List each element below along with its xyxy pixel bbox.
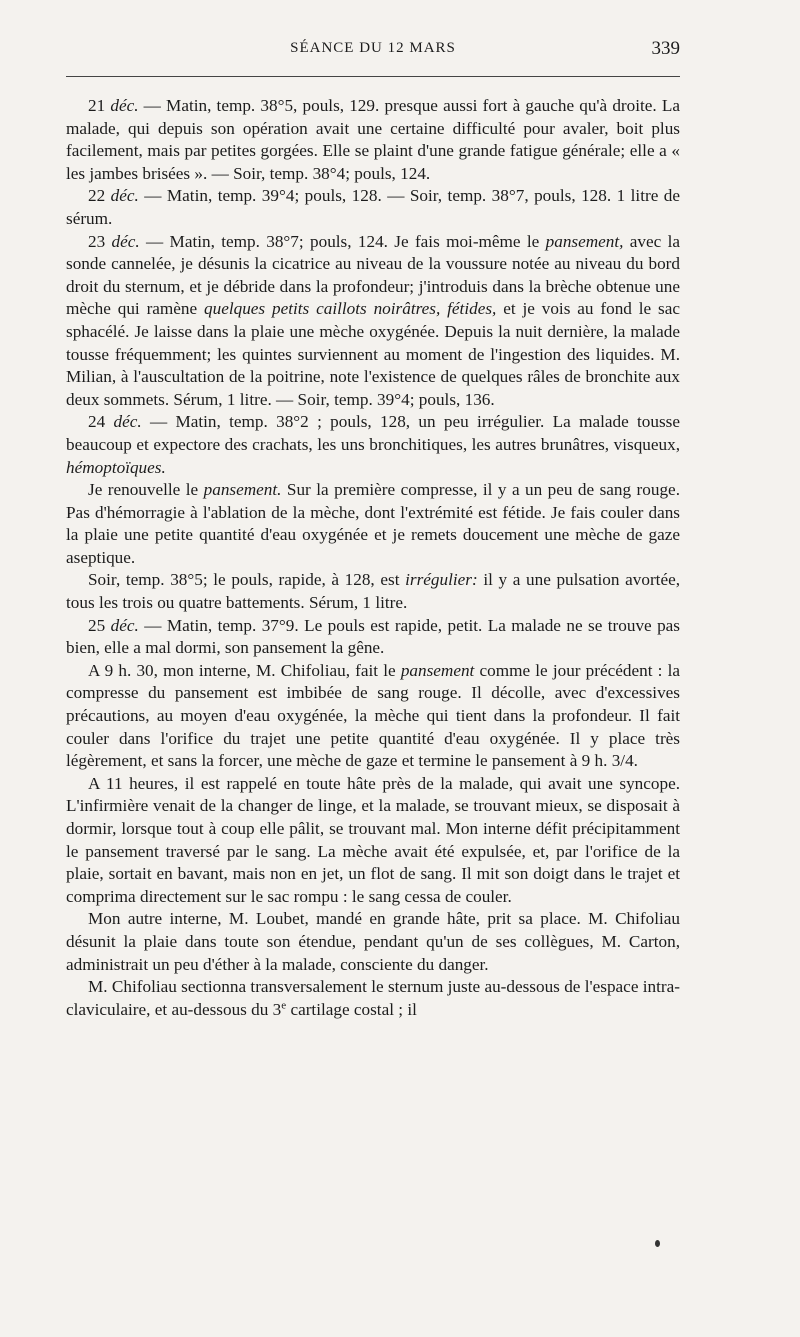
italic-text: hémoptoïques. (66, 457, 166, 477)
paragraph (66, 976, 680, 1021)
text-run: Je renouvelle le (88, 480, 204, 500)
text-run: Mon autre interne, M. Loubet, mandé en grande hâte, prit sa place. M. Chifoliau désunit la plaie dans toute son étendue, pendant qu'un de ses collègues, M. Carton, administrait un peu d'éther à la malade, consciente du danger. (66, 909, 680, 974)
paragraph (66, 231, 680, 412)
text-run: — Matin, temp. 39°4; pouls, 128. — Soir, temp. 38°7, pouls, 128. 1 litre de sérum. (66, 186, 680, 228)
text-run: M. Chifoliau sectionna transversalement le sternum juste au-dessous de l'espace intra-claviculaire, et au-dessous du 3 (66, 977, 680, 1019)
text-run: — Matin, temp. 38°5, pouls, 129. presque aussi fort à gauche qu'à droite. La malade, qui depuis son opération avait une certaine difficulté pour avaler, boit plus facilement, mais par petites gorgées. Elle se plaint d'une grande fatigue générale; elle a « les jambes brisées ». — Soir, temp. 38°4; pouls, 124. (66, 96, 681, 183)
text-run: 25 (88, 615, 111, 635)
text-run: 22 (88, 186, 111, 206)
italic-text: déc. (110, 186, 139, 206)
text-run: Soir, temp. 38°5; le pouls, rapide, à 128, est (88, 570, 406, 590)
ink-speck (655, 1240, 660, 1247)
italic-text: déc. (113, 412, 142, 432)
text-run: cartilage costal ; il (286, 999, 417, 1019)
paragraph (66, 479, 680, 569)
paragraph (66, 569, 680, 614)
paragraph (66, 773, 680, 909)
paragraph (66, 615, 680, 660)
text-run: 23 (88, 231, 112, 251)
italic-text: irrégulier: (405, 570, 478, 590)
paragraph (66, 908, 680, 976)
running-head (66, 38, 680, 68)
text-run: et je vois au fond le sac sphacélé. Je laisse dans la plaie une mèche oxygénée. Depuis la nuit dernière, la malade tousse fréquemment; les quintes surviennent au moment de l'ingestion des liquides. M. Milian, à l'auscultation de la poitrine, note l'existence de quelques râles de bronchite aux deux sommets. Sérum, 1 litre. — Soir, temp. 39°4; pouls, 136. (66, 299, 680, 409)
text-run: Sur la première compresse, il y a un peu de sang rouge. Pas d'hémorragie à l'ablation de la mèche, dont l'extrémité est fétide. Je fais couler dans la plaie une petite quantité d'eau oxygénée et je remets doucement une mèche de gaze aseptique. (66, 480, 680, 567)
italic-text: pansement (400, 660, 475, 680)
text-run: comme le jour précédent : la compresse du pansement est imbibée de sang rouge. Il décolle, avec d'excessives précautions, au moyen d'eau oxygénée, la mèche qui tient dans la profondeur. Il fait couler dans l'orifice du trajet une petite quantité d'eau oxygénée. Il y place très légèrement, et sans la forcer, une mèche de gaze et termine le pansement à 9 h. 3/4. (66, 660, 680, 771)
text-run: il y a une pulsation avortée, tous les trois ou quatre battements. Sérum, 1 litre. (66, 570, 680, 613)
paragraph (66, 185, 680, 230)
italic-text: pansement. (203, 480, 282, 500)
italic-text: pansement, (545, 231, 624, 251)
paragraph (66, 95, 680, 185)
italic-text: quelques petits caillots noirâtres, fétides, (204, 299, 497, 319)
italic-text: déc. (110, 615, 139, 635)
text-run: avec la sonde cannelée, je désunis la cicatrice au niveau de la voussure notée au niveau du bord droit du sternum, et je débride dans la profondeur; j'introduis dans la brèche obtenue une mèche qui ramène (66, 231, 681, 319)
italic-text: déc. (111, 231, 140, 251)
text-run: 24 (88, 412, 114, 432)
page-number: 339 (651, 38, 680, 59)
header-rule (66, 76, 680, 77)
text-run: — Matin, temp. 38°7; pouls, 124. Je fais moi-même le (139, 231, 546, 251)
text-run: 21 (88, 96, 111, 115)
text-run: — Matin, temp. 37°9. Le pouls est rapide, petit. La malade ne se trouve pas bien, elle a mal dormi, son pansement la gêne. (66, 615, 680, 658)
text-run: — Matin, temp. 38°2 ; pouls, 128, un peu irrégulier. La malade tousse beaucoup et expectore des crachats, les uns bronchitiques, les autres brunâtres, visqueux, (66, 412, 680, 454)
text-run: A 11 heures, il est rappelé en toute hâte près de la malade, qui avait une syncope. L'infirmière venait de la changer de linge, et la malade, se trouvant mieux, se disposait à dormir, lorsque tout à coup elle pâlit, se trouvant mal. Mon interne défit précipitamment le pansement traversé par le sang. La mèche avait été expulsée, et, par l'orifice de la plaie, sortait en bavant, mais non en jet, un flot de sang. Il mit son doigt dans le trajet et comprima directement sur le sac rompu : le sang cessa de couler. (66, 773, 680, 906)
running-title: SÉANCE DU 12 MARS (290, 40, 456, 56)
superscript-text: e (281, 999, 287, 1012)
paragraph (66, 411, 680, 479)
text-run: A 9 h. 30, mon interne, M. Chifoliau, fait le (88, 660, 401, 680)
body-text (66, 95, 680, 1021)
italic-text: déc. (110, 96, 139, 115)
paragraph (66, 660, 680, 773)
